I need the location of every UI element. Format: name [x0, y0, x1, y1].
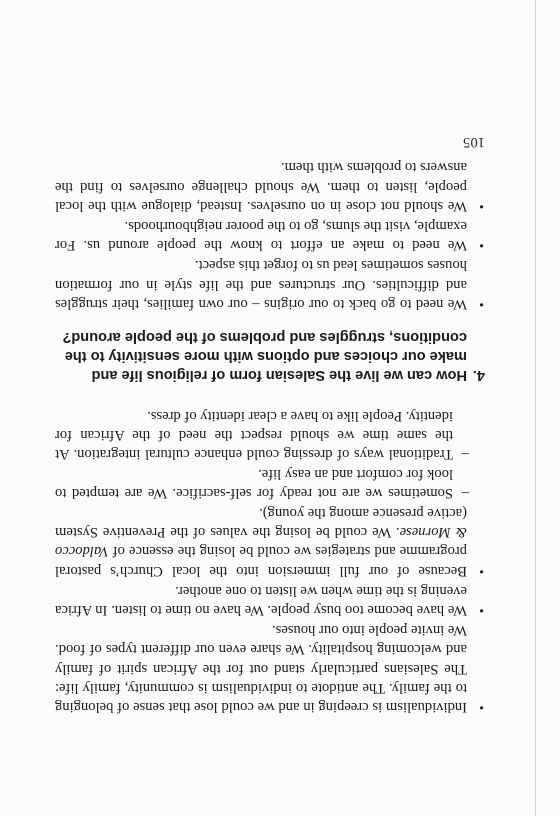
text-segment: . We could be losing the values of the Preventive System (active presence among the young).: [55, 504, 467, 541]
bullet-item: [55, 216, 485, 254]
bullet-item: [55, 620, 485, 716]
margin-line: [535, 0, 536, 816]
bullet-text: [55, 505, 467, 579]
dash-item: [55, 406, 485, 464]
bullet-icon: •: [479, 295, 484, 311]
dash-icon: –: [461, 446, 469, 463]
bullet-text: We should not close in on ourselves. Instead, dialogue with the local people, listen to them. We should challenge ourselves to find the answers to problems with them.: [55, 159, 467, 214]
bullet-item: [55, 255, 485, 313]
bullet-icon: •: [479, 699, 484, 714]
dash-item: [55, 463, 485, 501]
bullet-icon: •: [479, 562, 484, 578]
section-3-bullet-list: [55, 503, 485, 716]
bullet-icon: •: [479, 197, 484, 213]
bullet-icon: •: [479, 601, 484, 617]
heading-number: 4.: [472, 366, 485, 383]
text-body: [55, 132, 485, 716]
bullet-icon: •: [479, 237, 484, 253]
italic-text: Valdocco & Mornese: [55, 524, 467, 560]
dash-item-text: Traditional ways of dressing could enhance cultural integration. At the same time we should respect the need of the African for identity. People like to have a clear identity of dress.: [55, 407, 453, 463]
bullet-item: [55, 503, 485, 580]
section-heading: [55, 327, 485, 384]
text-segment: Because of our full immersion into the local Church’s pastoral programme and strategies we could be losing the essence of: [55, 543, 467, 579]
bullet-text: We have become too busy people. We have no time to listen. In Africa evening is the time when we listen to one another.: [55, 582, 467, 618]
bullet-text: Individualism is creeping in and we could lose that sense of belonging to the family. The antidote to individualism is community, family life: The Salesians particularly stand out for the African spirit of family and welcoming hospitality. We share even our different types of food. We invite people into our houses.: [55, 622, 467, 715]
bullet-item: [55, 581, 485, 619]
dash-item-text: Sometimes we are not ready for self-sacrifice. We are tempted to look for comfort and an easy life.: [55, 465, 453, 501]
dash-icon: –: [461, 484, 469, 501]
heading-text: How can we live the Salesian form of religious life and make our choices and options with more sensitivity to the conditions, struggles and problems of the people around?: [62, 328, 467, 383]
bullet-item: [55, 157, 485, 215]
section-4-bullet-list: [55, 157, 485, 313]
bullet-text: We need to go back to our origins – our own families, their struggles and difficulties. Our structures and the life style in our formation houses sometimes lead us to forget this aspect.: [55, 257, 467, 312]
page-number: 105: [463, 134, 485, 151]
bullet-text: We need to make an effort to know the people around us. For example, visit the slums, go to the poorer neighbourhoods.: [55, 217, 467, 254]
